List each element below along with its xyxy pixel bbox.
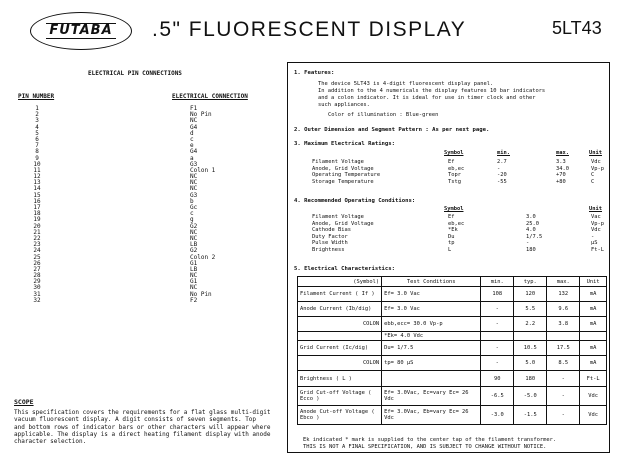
table-row [298,332,607,341]
pin-number: 2 [35,111,39,119]
cell-max: 132 [547,287,580,302]
rating-value: -20 [497,172,507,179]
rating-value: Ef [448,159,455,165]
cell-unit: mA [580,356,607,371]
scope-line: and bottom rows of indicator bars or other characters will appear where [14,423,271,431]
pin-connection: NC [190,179,198,187]
scope-line: vacuum fluorescent display. A digit consists of seven segments. Top [14,416,257,424]
pin-number-list [22,106,52,304]
pin-number: 4 [35,123,39,131]
pin-number: 20 [33,222,41,230]
pin-number: 9 [35,154,39,162]
pin-connection: Gc [190,204,198,211]
condition-value: Ef [448,214,455,220]
pin-connection: NC [190,234,198,242]
cell-cond: Du= 1/7.5 [382,341,481,356]
rating-value: Topr [448,172,461,179]
outer-dimension-note: 2. Outer Dimension and Segment Pattern : As per next page. [294,127,490,133]
cell-item: COLON [298,356,382,371]
rating-value: 3.3 [556,159,566,165]
table-header-row [298,277,607,287]
cell-max: - [547,371,580,387]
scope-line: applicable. The display is a direct heating filament display with anode [14,430,271,438]
pin-number: 28 [33,272,41,280]
cell-cond: Ef= 3.0Vac, Ec=vary Ec= 26 Vdc [382,387,481,406]
condition-value: µS [591,240,598,247]
pin-connection: G1 [190,259,198,267]
pin-number: 27 [33,265,41,273]
condition-value: - [591,233,595,240]
cell-cond: Ef= 3.0 Vac [382,302,481,317]
col-max: max. [556,150,569,156]
cell-max: 9.6 [547,302,580,317]
features-line: such appliances. [318,102,370,108]
cell-unit: Vdc [580,387,607,406]
cell-unit: mA [580,302,607,317]
features-title: 1. Features: [294,70,335,76]
condition-value: Ft-L [591,247,604,253]
col-min: min. [481,277,514,287]
pin-number: 16 [33,197,41,205]
table-row [298,371,607,387]
condition-value: 3.0 [526,214,536,220]
cell-min: -6.5 [481,387,514,406]
scope-line: character selection. [14,438,87,446]
pin-number: 25 [33,253,41,261]
table-row [298,341,607,356]
rating-name: Anode, Grid Voltage [312,165,374,172]
pin-connection: G2 [190,222,198,230]
cell-unit: mA [580,341,607,356]
pin-connection: No Pin [190,290,212,298]
cell-cond: ebb,ecc= 30.0 Vp-p [382,317,481,332]
scope-text [14,409,284,445]
pin-number: 30 [33,284,41,292]
table-row [298,317,607,332]
document-title: .5" FLUORESCENT DISPLAY [152,18,467,41]
cell-unit: Vdc [580,406,607,425]
scope-line: This specification covers the requirements for a flat glass multi-digit [14,409,271,416]
pin-connection: NC [190,173,198,181]
col-unit: Unit [589,206,602,212]
pin-connection: G4 [190,123,198,131]
logo-text: FUTABA [46,23,115,39]
operating-conditions-title: 4. Recommended Operating Conditions: [294,198,416,204]
col-test-conditions: Test Conditions [382,277,481,287]
rating-value: C [591,178,595,185]
pin-number: 19 [33,216,41,224]
rating-value: Vdc [591,159,601,165]
cell-unit [580,332,607,341]
condition-value: tp [448,240,455,247]
cell-typ: 5.5 [514,302,547,317]
rating-value: C [591,172,595,179]
col-unit: Unit [580,277,607,287]
cell-item [298,332,382,341]
cell-min: -3.0 [481,406,514,425]
cell-max: - [547,406,580,425]
footnote-ek: Ek indicated * mark is supplied to the center tap of the filament transformer. [303,437,557,443]
pin-number: 22 [33,234,41,242]
condition-value: 4.0 [526,227,536,234]
pin-connection: G2 [190,247,198,255]
cell-min: - [481,317,514,332]
pin-connection: c [190,210,194,218]
pin-number: 32 [33,296,41,304]
cell-typ: 120 [514,287,547,302]
cell-unit: Ft-L [580,371,607,387]
col-min: min. [497,150,510,156]
pin-number: 10 [33,160,41,168]
rating-value: Vp-p [591,165,604,172]
features-line: In addition to the 4 numericals the display features 10 bar indicators [318,88,546,94]
pin-connection: G4 [190,148,198,156]
electrical-characteristics-table [297,276,607,425]
cell-item: Grid Current (Ic/dig) [298,341,382,356]
pin-connection: G3 [190,160,198,168]
cell-min: 108 [481,287,514,302]
cell-cond: *Ek= 4.0 Vdc [382,332,481,341]
model-number: 5LT43 [552,18,602,38]
pin-number: 1 [35,105,39,112]
pin-connection: NC [190,185,198,193]
cell-typ: -5.0 [514,387,547,406]
pin-number: 13 [33,179,41,187]
pin-connection: G1 [190,278,198,286]
cell-item: Filament Current ( If ) [298,287,382,302]
condition-name: Brightness [312,247,345,253]
rating-value: 2.7 [497,159,507,165]
pin-connection: d [190,129,194,137]
max-ratings-title: 3. Maximum Electrical Ratings: [294,141,396,147]
pin-connection: Colon 2 [190,253,216,261]
pin-number: 14 [33,185,41,193]
pin-number: 31 [33,290,41,298]
cell-max: 3.8 [547,317,580,332]
pin-number: 6 [35,135,39,143]
condition-value: 1/7.5 [526,233,543,240]
cell-item: COLON [298,317,382,332]
condition-value: Vac [591,214,601,220]
rating-value: - [497,165,501,172]
cell-cond: Ef= 3.0 Vac [382,287,481,302]
pin-connection: e [190,142,194,150]
col-max: max. [547,277,580,287]
footnote-disclaimer: THIS IS NOT A FINAL SPECIFICATION, AND IS SUBJECT TO CHANGE WITHOUT NOTICE. [303,444,547,450]
pin-number: 23 [33,241,41,249]
pin-number: 12 [33,173,41,181]
cell-min: - [481,356,514,371]
cell-max: - [547,387,580,406]
pin-number: 24 [33,247,41,255]
condition-value: - [526,240,530,247]
features-line: The device 5LT43 is 4-digit fluorescent display panel. [318,81,494,87]
pin-number: 26 [33,259,41,267]
table-row [298,302,607,317]
cell-max [547,332,580,341]
col-unit: Unit [589,150,602,156]
pin-connection: G3 [190,191,198,199]
col-symbol: Symbol [444,206,464,212]
pin-number: 15 [33,191,41,199]
cell-item: Grid Cut-off Voltage ( Ecco ) [298,387,382,406]
cell-cond: Ef= 3.0Vac, Eb=vary Ec= 26 Vdc [382,406,481,425]
rating-name: Operating Temperature [312,172,381,179]
pin-number: 29 [33,278,41,286]
cell-item: Anode Current (Ib/dig) [298,302,382,317]
pin-number: 3 [35,117,39,125]
pin-number: 7 [35,142,39,150]
condition-name: Pulse Width [312,240,348,247]
cell-min: 90 [481,371,514,387]
condition-value: eb,ec [448,220,465,227]
pin-number: 8 [35,148,39,156]
pin-connection: NC [190,284,198,292]
condition-name: Duty Factor [312,233,348,240]
condition-value: Vp-p [591,220,604,227]
pin-connection: LB [190,265,198,273]
condition-value: *Ek [448,227,458,234]
pin-connection: a [190,154,194,162]
pin-connection: Colon 1 [190,166,216,174]
condition-name: Filament Voltage [312,214,364,220]
cell-item: Brightness ( L ) [298,371,382,387]
rating-value: 34.0 [556,165,569,172]
table-row [298,287,607,302]
scope-heading: SCOPE [14,398,34,406]
table-row [298,387,607,406]
table-row [298,406,607,425]
pin-number: 18 [33,210,41,218]
electrical-connection-header: ELECTRICAL CONNECTION [172,93,248,100]
cell-unit: mA [580,317,607,332]
rating-value: -55 [497,178,507,185]
pin-connection: No Pin [190,111,212,119]
pin-connection: NC [190,272,198,280]
pin-number: 11 [33,166,41,174]
rating-value: Tstg [448,178,461,185]
cell-min [481,332,514,341]
cell-min: - [481,302,514,317]
cell-unit: mA [580,287,607,302]
rating-value: eb,ec [448,165,465,172]
features-line: and a colon indicator. It is ideal for use in timer clock and other [318,95,536,101]
col-typ: typ. [514,277,547,287]
condition-value: Du [448,233,455,240]
condition-name: Cathode Bias [312,227,351,234]
pin-connection: b [190,197,194,205]
cell-cond [382,371,481,387]
cell-max: 17.5 [547,341,580,356]
condition-name: Anode, Grid Voltage [312,220,374,227]
cell-cond: tp= 80 µS [382,356,481,371]
rating-name: Filament Voltage [312,159,364,165]
condition-value: Vdc [591,227,601,234]
col-symbol: (Symbol) [298,277,382,287]
pin-number: 17 [33,204,41,211]
condition-value: 180 [526,247,536,253]
pin-number: 21 [33,228,41,236]
pin-connection: g [190,216,194,224]
rating-value: +80 [556,178,566,185]
condition-value: 25.0 [526,220,539,227]
footnote [303,437,556,451]
table-row [298,356,607,371]
pin-connection: LB [190,241,198,249]
cell-typ: 2.2 [514,317,547,332]
pin-connection-list [190,106,215,304]
futaba-logo [30,12,132,50]
cell-typ [514,332,547,341]
pin-number-header: PIN NUMBER [18,93,55,100]
cell-min: - [481,341,514,356]
pin-connection: NC [190,228,198,236]
pin-connections-title: ELECTRICAL PIN CONNECTIONS [88,70,182,77]
condition-value: L [448,247,452,253]
pin-connection: F2 [190,296,198,304]
cell-typ: 10.5 [514,341,547,356]
rating-name: Storage Temperature [312,178,374,185]
cell-typ: -1.5 [514,406,547,425]
cell-item: Anode Cut-off Voltage ( Ebco ) [298,406,382,425]
electrical-characteristics-title: 5. Electrical Characteristics: [294,266,396,272]
cell-typ: 5.0 [514,356,547,371]
pin-connection: c [190,135,194,143]
pin-connection: F1 [190,105,198,112]
pin-number: 5 [35,129,39,137]
cell-typ: 180 [514,371,547,387]
cell-max: 8.5 [547,356,580,371]
pin-connection: NC [190,117,198,125]
rating-value: +70 [556,172,566,179]
illumination-color: Color of illumination : Blue-green [328,112,439,118]
col-symbol: Symbol [444,150,464,156]
